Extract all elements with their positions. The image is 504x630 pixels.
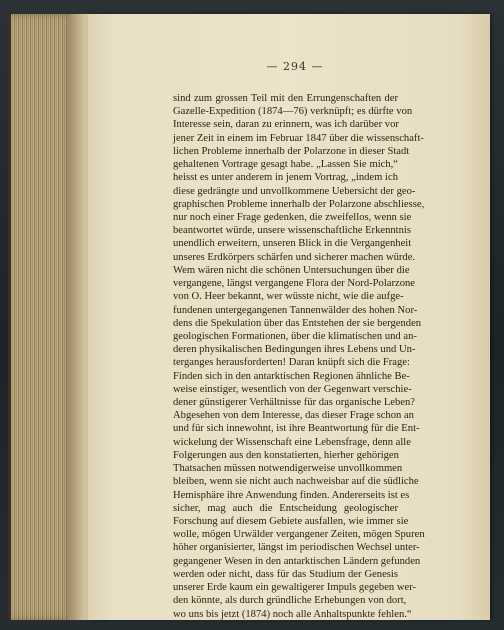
page-stack-edge (8, 14, 75, 620)
text-line: diese gedrängte und unvollkommene Uebersicht der geo- (173, 185, 416, 197)
text-line: jener Zeit in einem im Februar 1847 über die wissenschaft- (173, 132, 424, 144)
text-line: Abgesehen von dem Interesse, das dieser Frage schon an (173, 410, 414, 422)
text-line: höher organisierter, längst im periodischen Wechsel unter- (173, 542, 420, 554)
text-line: sind zum grossen Teil mit den Errungenschaften der (173, 93, 398, 104)
text-line: weise einstiger, wesentlich von der Gegenwart verschie- (173, 383, 412, 395)
text-line: vergangene, längst vergangene Flora der Nord-Polarzone (173, 278, 416, 290)
page-number: — 294 — (266, 60, 324, 73)
text-line: und für sich innewohnt, ist ihre Beantwortung für die Ent- (173, 423, 420, 435)
text-line: gegangener Wesen in den antarktischen Ländern gefunden (173, 555, 421, 567)
text-line: fundenen untergegangenen Tannenwälder des hohen Nor- (173, 304, 418, 316)
text-line: gehaltenen Vortrage gesagt habe. „Lassen Sie mich,“ (173, 159, 398, 171)
text-line: den könnte, als durch gründliche Erhebungen von dort, (173, 595, 407, 607)
text-line: Wem wären nicht die schönen Untersuchungen über die (173, 264, 410, 276)
text-line: deren physikalischen Bedingungen ihres Lebens und Un- (173, 344, 416, 356)
text-line: dener günstigerer Verhältnisse für das organische Leben? (173, 397, 416, 409)
text-line: Interesse sein, daran zu erinnern, was ich darüber vor (173, 119, 399, 131)
text-line: Thatsachen müssen notwendigerweise unvollkommen (173, 463, 403, 475)
text-line: Finden sich in den antarktischen Regionen ähnliche Be- (173, 370, 410, 382)
text-line: nur noch einer Frage gedenken, die zweifellos, wenn sie (173, 211, 412, 223)
text-line: Folgerungen aus den konstatierten, hierher gehörigen (173, 449, 399, 461)
text-line: lichen Probleme innerhalb der Polarzone in dieser Stadt (173, 145, 410, 157)
text-line: unendlich erweitern, unseren Blick in die Vergangenheit (173, 238, 412, 250)
text-line: heisst es unter anderem in jenem Vortrag, „indem ich (173, 172, 398, 184)
text-line: bleiben, wenn sie nicht auch nachweisbar auf die südliche (173, 476, 419, 488)
text-line: dens die Spekulation über das Entstehen der sie bergenden (173, 317, 422, 329)
body-text (173, 92, 425, 621)
text-line: Forschung auf diesem Gebiete ausfallen, wie immer sie (173, 516, 409, 527)
text-line: geologischen Formationen, über die klimatischen und an- (173, 330, 417, 342)
text-line: von O. Heer bekannt, wer wüsste nicht, wie die aufge- (173, 291, 404, 303)
text-line: unserer Erde kaum ein gewaltigerer Impuls gegeben wer- (173, 582, 417, 594)
text-line: terganges herausforderten! Daran knüpft sich die Frage: (173, 357, 410, 369)
text-line: wickelung der Wissenschaft eine Lebensfrage, denn alle (173, 436, 411, 448)
text-line: wo uns bis jetzt (1874) noch alle Anhaltspunkte fehlen.“ (173, 608, 412, 620)
text-line: Gazelle-Expedition (1874—76) verknüpft; es dürfte von (173, 106, 413, 118)
text-line: werden oder nicht, dass für das Studium der Genesis (173, 568, 398, 580)
text-line: unseres Erdkörpers schärfen und sicherer machen würde. (173, 251, 416, 263)
text-line: wolle, mögen Urwälder vergangener Zeiten, mögen Spuren (173, 529, 425, 541)
text-line: graphischen Probleme innerhalb der Polarzone abschliesse, (173, 198, 425, 210)
text-line: sicher, mag auch die Entscheidung geologischer (173, 502, 398, 514)
text-line: beantwortet würde, unsere wissenschaftliche Erkenntnis (173, 225, 411, 237)
text-line: Hemisphäre ihre Anwendung finden. Andererseits ist es (173, 489, 410, 501)
